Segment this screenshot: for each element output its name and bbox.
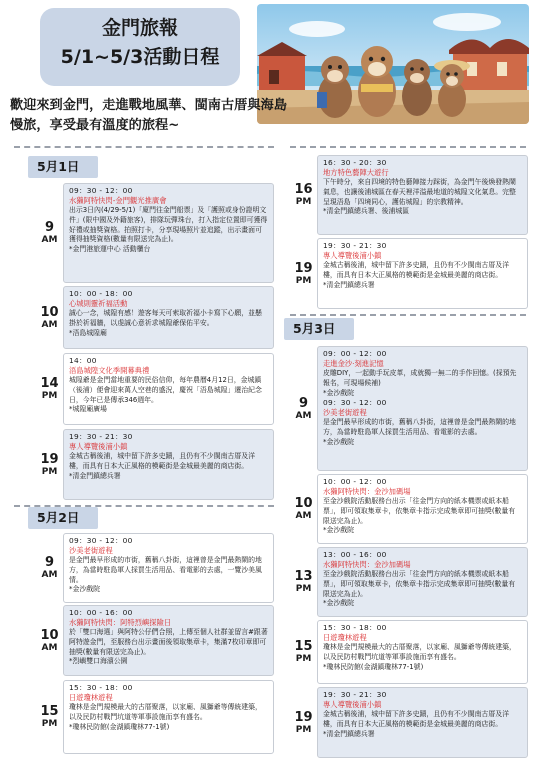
- event-location: *浯島城隍廟: [69, 328, 107, 337]
- event-title: 走進金沙·刻進記憶: [323, 359, 384, 368]
- event-card[interactable]: [290, 238, 528, 309]
- event-title: 專人導覽後浦小鎮: [323, 700, 382, 709]
- day-heading-may3: 5月3日: [284, 318, 354, 340]
- event-ampm: PM: [41, 466, 58, 477]
- event-description: 下午時分，來自四境的特色藝陣接力踩街，為金門午後煥發熱鬧氣息，也讓後浦城區在春天裡洋溢最地道的城隍文化氣息。完整呈現浯島「四境同心，護佑城隍」的宗教精神。: [323, 178, 516, 206]
- event-description: 瓊林是金門規模最大的古厝聚落，以家廟、風獅爺等傳統建築，以及民防村戰鬥坑道等軍事設施而享有盛名。: [323, 643, 516, 661]
- event-ampm: PM: [295, 197, 312, 207]
- event-time: 09：00 - 12：00: [323, 349, 387, 358]
- event-location: *金沙戲院: [69, 585, 101, 594]
- event-time: 14：00: [69, 356, 97, 365]
- event-hour: 9: [298, 395, 309, 411]
- event-time: 19：30 - 21：30: [323, 241, 387, 250]
- event-location: *瓊林民防館(金湖鎮瓊林77-1號): [69, 722, 170, 731]
- event-description: 於「雙口海選」與阿特公仔們合照，上傳至個人社群並留言#跟著阿特遊金門，至服務台出示畫面後領取集章卡，集滿7枚印章即可抽獎(數量有限送完為止)。: [69, 628, 268, 656]
- event-title: 水獺阿特快閃：金沙加碼場: [323, 487, 411, 496]
- welcome-tagline: 歡迎來到金門，走進戰地風華、閩南古厝與海島慢旅，享受最有溫度的旅程~: [10, 98, 287, 133]
- event-time-marker: [290, 155, 317, 235]
- event-hour: 19: [294, 709, 313, 725]
- event-ampm: PM: [295, 724, 312, 735]
- event-card[interactable]: [36, 286, 274, 349]
- event-description: 金城古稱後浦，城中留下許多史蹟，且仍有不少閩南古厝及洋樓，而具有日本大正風格的模範街是金城最美麗的商店街。: [69, 452, 256, 470]
- event-card[interactable]: [290, 620, 528, 684]
- event-location: *金沙戲院: [323, 526, 355, 535]
- event-description: 金城古稱後浦，城中留下許多史蹟，且仍有不少閩南古厝及洋樓，而具有日本大正風格的模範街是金城最美麗的商店街。: [323, 710, 510, 728]
- page-subtitle: 5/1~5/3活動日程: [60, 46, 220, 68]
- event-time: 09：30 - 12：00: [69, 186, 133, 195]
- event-location: *城隍廟廣場: [69, 405, 107, 414]
- event-hour: 15: [40, 704, 59, 719]
- event-time: 16：30 - 20：30: [323, 158, 387, 167]
- event-description: 金城古稱後浦，城中留下許多史蹟，且仍有不少閩南古厝及洋樓，而具有日本大正風格的模範街是金城最美麗的商店街。: [323, 261, 510, 279]
- event-card[interactable]: [290, 346, 528, 471]
- event-ampm: AM: [295, 410, 312, 421]
- event-location: *金沙戲院: [323, 599, 355, 608]
- event-card[interactable]: [36, 429, 274, 500]
- event-time-marker: [290, 620, 317, 684]
- event-title: 專人導覽後浦小鎮: [69, 442, 128, 451]
- event-card[interactable]: [36, 183, 274, 283]
- otter-village-image: [257, 4, 529, 124]
- event-ampm: AM: [295, 511, 312, 521]
- event-time-marker: [290, 346, 317, 471]
- event-card[interactable]: [36, 533, 274, 603]
- event-hour: 14: [40, 376, 59, 391]
- event-ampm: AM: [41, 642, 58, 653]
- event-hour: 16: [294, 182, 313, 197]
- event-ampm: PM: [295, 654, 312, 664]
- event-ampm: PM: [41, 719, 58, 729]
- event-card[interactable]: [290, 547, 528, 617]
- event-time-marker: [290, 687, 317, 758]
- event-hour: 10: [294, 496, 313, 511]
- event-location: *瓊林民防館(金湖鎮瓊林77-1號): [323, 662, 424, 671]
- event-hour: 9: [44, 220, 55, 235]
- event-hour: 10: [40, 304, 59, 320]
- divider: [14, 146, 274, 148]
- day-heading-may2: 5月2日: [28, 507, 98, 529]
- event-ampm: AM: [41, 570, 58, 580]
- event-description: 城隍爺是金門當地重要的民俗信仰，每年農曆4月12日，金城鎮（後浦）便會迎來萬人空巷的盛況，慶祝「浯島城隍」遷治紀念日，今年已是傳承346週年。: [69, 376, 262, 404]
- event-description: 至金沙戲院活動服務台出示「往金門方向的紙本機票或紙本船票」，即可領取集章卡，依集章卡指示完成集章即可抽獎(數量有限送完為止)。: [323, 497, 516, 525]
- event-time: 10：00 - 18：00: [69, 289, 133, 298]
- event-location: *金沙戲院: [323, 388, 355, 397]
- event-card[interactable]: [290, 155, 528, 235]
- event-time: 13：00 - 16：00: [323, 550, 387, 559]
- event-hour: 9: [44, 555, 55, 570]
- event-description: 皮雕DIY，一起動手玩皮革，成就獨一無二的手作回憶。(採預先報名，可現場候補): [323, 369, 517, 387]
- event-description: 瓊林是金門規模最大的古厝聚落，以家廟、風獅爺等傳統建築，以及民防村戰鬥坑道等軍事設施而享有盛名。: [69, 703, 262, 721]
- event-title: 沙美老街遊程: [323, 408, 367, 418]
- event-time: 19：30 - 21：30: [69, 432, 133, 441]
- event-time-marker: [36, 429, 63, 500]
- event-time-marker: [290, 238, 317, 309]
- event-time: 10：00 - 12：00: [323, 477, 387, 486]
- event-ampm: PM: [295, 584, 312, 594]
- event-card[interactable]: [290, 474, 528, 544]
- event-hour: 15: [294, 639, 313, 654]
- event-time-marker: [36, 183, 63, 283]
- event-location: *清金門鎮總兵署、後浦城區: [323, 207, 410, 216]
- event-location: *烈嶼雙口海濱公園: [69, 657, 128, 666]
- event-title: 日遊瓊林遊程: [69, 693, 113, 702]
- event-description: 誠心一念，城隍有感！遊客每天可索取祈福小卡寫下心願，並懸掛於祈福牆，以虔誠心意祈求城隍爺保佑平安。: [69, 309, 262, 327]
- event-ampm: PM: [295, 275, 312, 286]
- event-title: 地方特色藝陣大遊行: [323, 168, 389, 177]
- event-time: 09：30 - 12：00: [323, 398, 387, 408]
- hero-illustration: [257, 4, 529, 124]
- event-title: 水獺阿特快閃：金沙加碼場: [323, 560, 411, 569]
- event-title: 心城則靈祈福活動: [69, 299, 128, 308]
- event-ampm: PM: [41, 391, 58, 401]
- event-time-marker: [36, 680, 63, 754]
- event-time-marker: [36, 286, 63, 349]
- day-heading-may1: 5月1日: [28, 156, 98, 178]
- event-hour: 13: [294, 569, 313, 584]
- event-card[interactable]: [290, 687, 528, 758]
- event-location: *金沙戲院: [323, 437, 355, 446]
- event-card[interactable]: [36, 605, 274, 676]
- event-ampm: AM: [41, 235, 58, 245]
- title-box: [40, 8, 240, 86]
- event-card[interactable]: [36, 680, 274, 754]
- page-title: 金門旅報: [101, 17, 178, 39]
- event-time-marker: [36, 533, 63, 603]
- event-location: *清金門鎮總兵署: [323, 729, 375, 738]
- divider: [290, 314, 526, 316]
- event-time-marker: [36, 353, 63, 425]
- event-time-marker: [290, 547, 317, 617]
- event-description: 是金門最早形成的市街，舊稱八卦街，這裡曾是金門最熱鬧的地方，為當時駐島軍人採買生活用品、看電影的去處。: [323, 418, 516, 437]
- event-location: *清金門鎮總兵署: [69, 471, 121, 480]
- event-time: 15：30 - 18：00: [69, 683, 133, 692]
- event-title: 專人導覽後浦小鎮: [323, 251, 382, 260]
- event-time-marker: [290, 474, 317, 544]
- event-location: *金門港旅運中心 活動櫃台: [69, 245, 151, 254]
- event-time: 19：30 - 21：30: [323, 690, 387, 699]
- event-ampm: AM: [41, 319, 58, 330]
- event-description: 至金沙戲院活動服務台出示「往金門方向的紙本機票或紙本船票」，即可領取集章卡，依集章卡指示完成集章即可抽獎(數量有限送完為止)。: [323, 570, 516, 598]
- event-title: 水獺阿特快閃：阿特烈嶼探險日: [69, 618, 172, 627]
- divider: [290, 146, 526, 148]
- event-title: 日遊瓊林遊程: [323, 633, 367, 642]
- event-time: 09：30 - 12：00: [69, 536, 133, 545]
- event-time: 10：00 - 16：00: [69, 608, 133, 617]
- event-location: *清金門鎮總兵署: [323, 280, 375, 289]
- event-title: 沙美老街遊程: [69, 546, 113, 555]
- event-hour: 19: [40, 451, 59, 467]
- event-hour: 19: [294, 260, 313, 276]
- event-card[interactable]: [36, 353, 274, 425]
- event-time: 15：30 - 18：00: [323, 623, 387, 632]
- event-description: 是金門最早形成的市街，舊稱八卦街，這裡曾是金門最熱鬧的地方，為當時駐島軍人採買生活用品、看電影的去處，一覽沙美風情。: [69, 556, 262, 584]
- event-description: 出示3日內(4/29-5/1)「廈門往金門船票」及「護照或身份證明文件」(限中國及外籍旅客)，排隊玩彈珠台，打入指定位置即可獲得好禮或抽獎資格。拍照打卡，分享現場照片並追蹤，出示畫面可獲得抽獎資格(數量有限送完為止)。: [69, 206, 268, 244]
- event-title: 浯島城隍文化季開幕典禮: [69, 366, 150, 375]
- event-time-marker: [36, 605, 63, 676]
- event-hour: 10: [40, 627, 59, 643]
- event-title: 水獺阿特快閃-金門觀光推廣會: [69, 196, 167, 205]
